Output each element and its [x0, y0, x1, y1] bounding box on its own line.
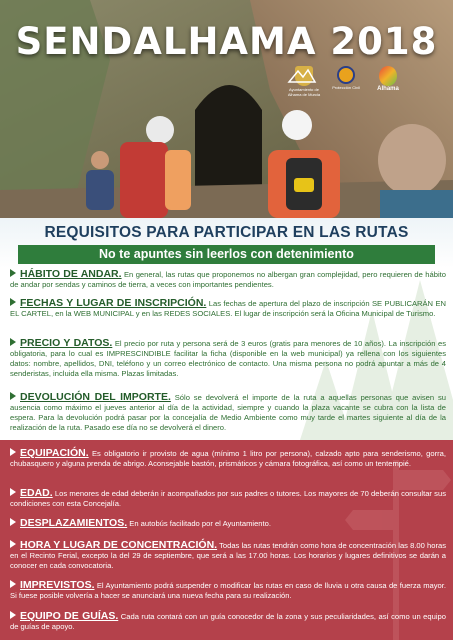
- requirement-title: DEVOLUCIÓN DEL IMPORTE.: [20, 391, 171, 403]
- requirement-title: EQUIPACIÓN.: [20, 447, 89, 459]
- requirement-item: [10, 488, 446, 509]
- arrow-bullet-icon: [10, 269, 16, 277]
- requirement-text: En autobús facilitado por el Ayuntamiento.: [127, 519, 271, 528]
- requirement-text: Las fechas de apertura del plazo de inscripción SE PUBLICARÁN EN EL CARTEL, en la WEB MUNICIPAL y en las REDES SOCIALES. El lugar de inscripción será la Oficina Municipal de Turismo.: [10, 299, 447, 318]
- subheading-banner: No te apuntes sin leerlos con detenimiento: [18, 245, 435, 264]
- hero-photo: [0, 0, 453, 218]
- requirement-text: Los menores de edad deberán ir acompañados por sus padres o tutores. Los mayores de 70 deberán consultar sus condiciones con esta Concejalía.: [10, 489, 446, 508]
- requirement-item: [10, 580, 446, 601]
- arrow-bullet-icon: [10, 392, 16, 400]
- logo-caption: Ayuntamiento de Alhama de Murcia: [287, 87, 321, 97]
- section-heading: REQUISITOS PARA PARTICIPAR EN LAS RUTAS: [44, 224, 409, 241]
- requirement-item: [10, 448, 446, 469]
- logo-alhama: [371, 66, 405, 92]
- requirement-title: IMPREVISTOS.: [20, 579, 95, 591]
- sponsor-logos: [287, 66, 447, 97]
- logo-caption: Alhama: [377, 86, 399, 92]
- requirement-title: EDAD.: [20, 487, 53, 499]
- arrow-bullet-icon: [10, 580, 16, 588]
- logo-proteccion-civil: [329, 66, 363, 90]
- requirement-item: [10, 611, 446, 632]
- requirement-item: [10, 540, 446, 571]
- requirement-item: [10, 269, 446, 290]
- requirement-title: DESPLAZAMIENTOS.: [20, 517, 128, 529]
- requirement-text: El Ayuntamiento podrá suspender o modificar las rutas en caso de lluvia u otra causa de fuerza mayor. Si fuese posible volvería a hacer se anunciará una nueva fecha para su realización.: [10, 581, 446, 600]
- requirement-item: [10, 338, 446, 379]
- arrow-bullet-icon: [10, 488, 16, 496]
- requirement-title: HÁBITO DE ANDAR.: [20, 268, 122, 280]
- page-title: SENDALHAMA 2018: [15, 20, 438, 63]
- alhama-de-murcia-brand-icon: [379, 66, 397, 86]
- arrow-bullet-icon: [10, 540, 16, 548]
- requirement-title: FECHAS Y LUGAR DE INSCRIPCIÓN.: [20, 297, 207, 309]
- requirement-text: Es obligatorio ir provisto de agua (mínimo 1 litro por persona), calzado apto para senderismo, gorra, chubasquero y alguna prenda de abrigo. Aconsejable bastón, prismáticos y cámara fotográfica, así como un tentempié.: [10, 449, 446, 468]
- arrow-bullet-icon: [10, 518, 16, 526]
- requirement-text: En general, las rutas que proponemos no albergan gran complejidad, pero requieren de hábito de andar por sendas y caminos de tierra, a veces con importantes pendientes.: [10, 270, 447, 289]
- requirement-title: HORA Y LUGAR DE CONCENTRACIÓN.: [20, 539, 218, 551]
- requirement-text: Cada ruta contará con un guía conocedor de la zona y sus peculiaridades, así como un equipo de guías de apoyo.: [10, 612, 446, 631]
- arrow-bullet-icon: [10, 611, 16, 619]
- requirement-text: Sólo se devolverá el importe de la ruta a aquellas personas que avisen su ausencia como máximo el jueves anterior al día de la actividad, siempre y cuando la plaza vacante se cubra con la lista de espera. Para la devolución podrá pasar por la concejalía de Medio Ambiente como muy tarde el martes siguiente al día de la realización de la ruta. Pasado ese día no se devolverá el dinero.: [10, 393, 446, 432]
- requirement-item: [10, 298, 446, 319]
- requirement-item: [10, 518, 446, 529]
- requirement-text: Todas las rutas tendrán como hora de concentración las 8.00 horas en el Recinto Ferial, excepto la del 29 de septiembre, que será a las 17.00 horas. Los horarios y lugares definitivos se darán a conocer en cada convocatoria.: [10, 541, 447, 570]
- mountains-logo-icon: [287, 66, 317, 84]
- requirement-item: [10, 392, 446, 433]
- arrow-bullet-icon: [10, 338, 16, 346]
- logo-caption: Protección Civil: [332, 85, 360, 90]
- requirement-title: PRECIO Y DATOS.: [20, 337, 113, 349]
- proteccion-civil-icon: [337, 66, 355, 84]
- requirement-text: El precio por ruta y persona será de 3 euros (gratis para menores de 10 años). La inscripción es obligatoria, para lo cual es IMPRESCINDIBLE facilitar la ficha (disponible en la web municipal) ya rellena con los siguientes datos: nombre, apellidos, DNI, teléfono y un correo electrónico de contacto. Una misma persona no podrá apuntar a más de 4 senderistas, incluida ella misma. Plazas limitadas.: [10, 339, 447, 378]
- arrow-bullet-icon: [10, 448, 16, 456]
- requirement-title: EQUIPO DE GUÍAS.: [20, 610, 119, 622]
- arrow-bullet-icon: [10, 298, 16, 306]
